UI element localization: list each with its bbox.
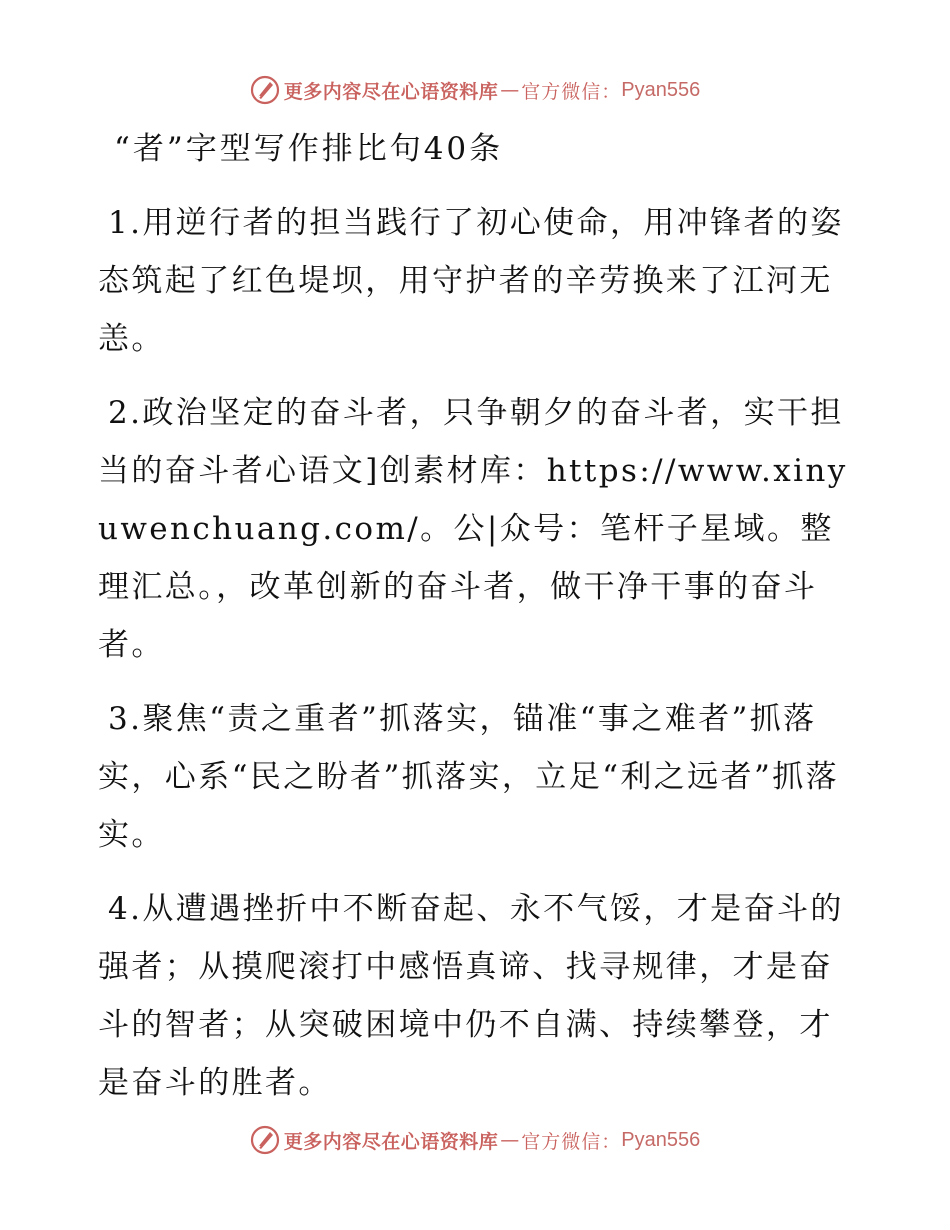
- paragraph: 2.政治坚定的奋斗者，只争朝夕的奋斗者，实干担当的奋斗者心语文]创素材库：https://www.xinyuwenchuang.com/。公|众号：笔杆子星域。整理汇总。，改革创新的奋斗者，做干净干事的奋斗者。: [98, 395, 848, 663]
- document-title: “者”字型写作排比句40条: [114, 131, 504, 167]
- paragraph: 1.用逆行者的担当践行了初心使命，用冲锋者的姿态筑起了红色堤坝，用守护者的辛劳换来了江河无恙。: [98, 205, 844, 357]
- watermark-separator: —: [500, 79, 520, 101]
- watermark-wechat-id: Pyan556: [621, 1128, 701, 1151]
- watermark-wechat-label: 官方微信：: [521, 80, 622, 103]
- quill-pen-logo-icon: [250, 1125, 280, 1155]
- watermark-separator: —: [500, 1129, 520, 1151]
- watermark-main-text: 更多内容尽在心语资料库: [283, 80, 499, 103]
- document-body: [98, 120, 853, 1112]
- watermark-wechat-label: 官方微信：: [521, 1130, 622, 1153]
- header-watermark: [0, 70, 950, 110]
- paragraph: 4.从遭遇挫折中不断奋起、永不气馁，才是奋斗的强者；从摸爬滚打中感悟真谛、找寻规律，才是奋斗的智者；从突破困境中仍不自满、持续攀登，才是奋斗的胜者。: [98, 891, 844, 1101]
- footer-watermark: [0, 1120, 950, 1160]
- watermark-main-text: 更多内容尽在心语资料库: [283, 1130, 499, 1153]
- watermark-wechat-id: Pyan556: [621, 78, 701, 101]
- paragraph: 3.聚焦“责之重者”抓落实，锚准“事之难者”抓落实，心系“民之盼者”抓落实，立足“利之远者”抓落实。: [98, 701, 839, 853]
- quill-pen-logo-icon: [250, 75, 280, 105]
